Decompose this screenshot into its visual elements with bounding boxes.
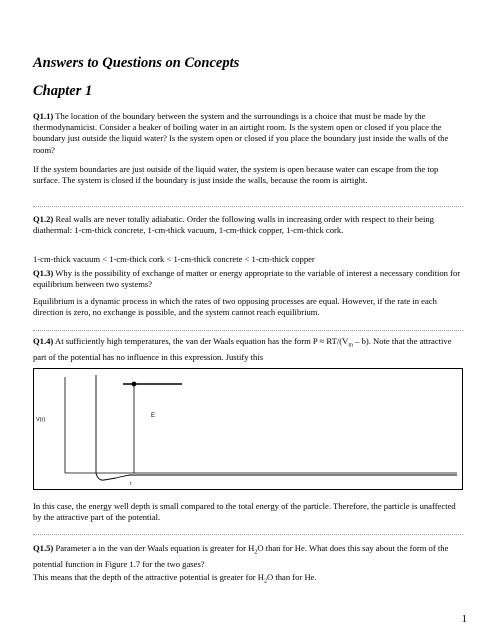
page-number: 1 (461, 613, 467, 625)
answer-1-3: Equilibrium is a dynamic process in which the rates of two opposing processes are equal. However, if the rate in each direction is zero, no exchange is possible, and the system cannot reach equilibrium. (33, 296, 437, 318)
answer-1-5 (33, 572, 463, 588)
answer-1-1: If the system boundaries are just outside of the liquid water, the system is open because water can escape from the top surface. The system is closed if the boundary is just inside the walls, because the room is airtight. (33, 164, 439, 186)
potential-energy-figure (33, 368, 463, 490)
x-axis-label: r (130, 481, 132, 487)
subscript: m (348, 342, 353, 349)
question-text-b: O than for He. What does this say about the form of the potential function in Figure 1.7 for the two gases? (33, 543, 449, 569)
subscript: 2 (264, 578, 267, 585)
y-axis-label: V(r) (36, 417, 46, 423)
question-text: Real walls are never totally adiabatic. Order the following walls in increasing order with respect to their being diathermal: 1-cm-thick concrete, 1-cm-thick vacuum, 1-cm-thick copper, 1-cm-thick cork. (33, 214, 434, 236)
answer-text-b: O than for He. (267, 572, 317, 582)
document-title: Answers to Questions on Concepts (33, 55, 240, 71)
potential-curve-plot (34, 369, 462, 489)
question-1-2 (33, 214, 463, 236)
divider (33, 534, 463, 535)
divider (33, 206, 463, 207)
potential-curve (96, 375, 457, 480)
question-text: The location of the boundary between the system and the surroundings is a choice that must be made by the thermodynamicist. Consider a beaker of boiling water in an airtight room. Is the system open or closed if you place the boundary just outside the liquid water? Is the system open or closed if you place the boundary just inside the walls of the room? (33, 111, 449, 155)
question-text-a: Parameter a in the van der Waals equation is greater for H (55, 543, 255, 553)
subscript: 2 (254, 549, 258, 556)
question-1-3 (33, 268, 463, 290)
chapter-heading: Chapter 1 (33, 83, 93, 99)
question-number: Q1.3) (33, 268, 54, 278)
energy-label: E (151, 413, 156, 419)
divider (33, 330, 463, 331)
question-number: Q1.5) (33, 543, 54, 553)
question-1-1 (33, 111, 463, 156)
question-number: Q1.1) (33, 111, 54, 121)
question-text-a: At sufficiently high temperatures, the van der Waals equation has the form P ≈ RT/(V (54, 336, 349, 346)
question-1-4 (33, 336, 463, 363)
question-text: Why is the possibility of exchange of matter or energy appropriate to the variable of interest a necessary condition for equilibrium between two systems? (33, 268, 461, 290)
particle-dot (132, 382, 137, 387)
question-number: Q1.4) (33, 336, 54, 346)
question-1-5 (33, 543, 463, 570)
answer-text-a: This means that the depth of the attractive potential is greater for H (33, 572, 264, 582)
answer-1-2: 1-cm-thick vacuum < 1-cm-thick cork < 1-cm-thick concrete < 1-cm-thick copper (33, 254, 315, 264)
question-text-b: – b). Note that the attractive part of the potential has no influence in this expression. Justify this (33, 336, 452, 362)
answer-1-4: In this case, the energy well depth is small compared to the total energy of the particle. Therefore, the particle is unaffected by the attractive part of the potential. (33, 501, 456, 523)
question-number: Q1.2) (33, 214, 54, 224)
